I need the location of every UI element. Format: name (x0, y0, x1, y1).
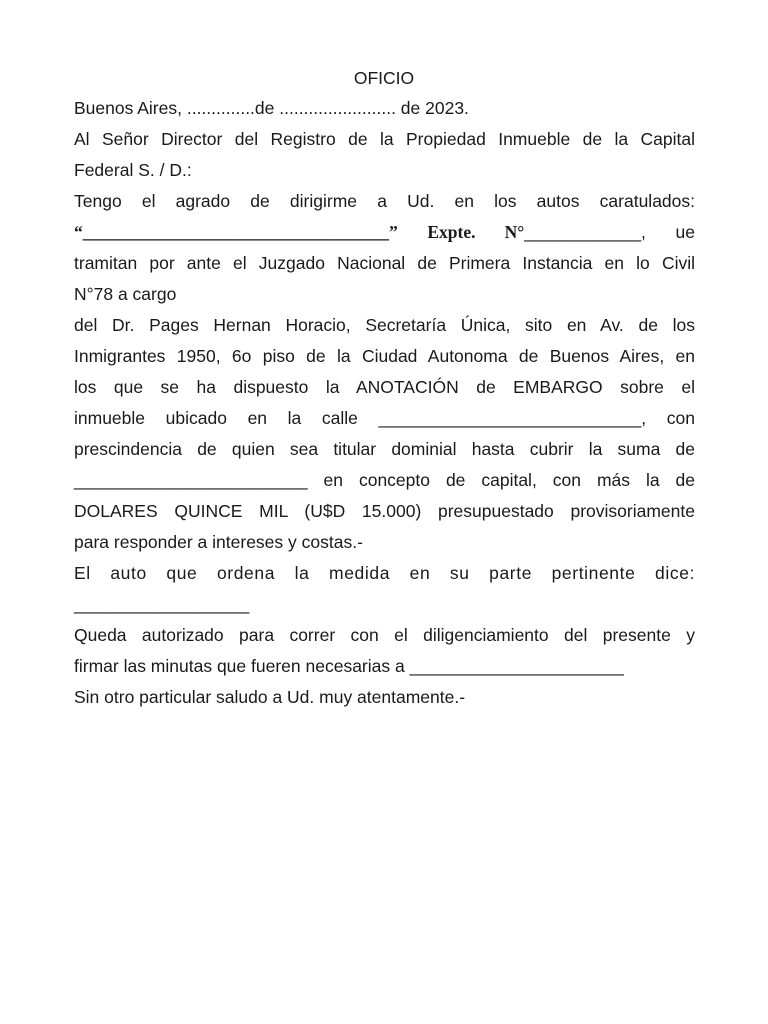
caratula-line (74, 217, 695, 248)
court-line-1: tramitan por ante el Juzgado Nacional de Primera Instancia en lo Civil (74, 253, 695, 273)
date-line: Buenos Aires, ..............de ........................ de 2023. (74, 98, 469, 118)
court-line-3: del Dr. Pages Hernan Horacio, Secretaría Única, sito en Av. de los (74, 315, 695, 335)
authorization-line-1: Queda autorizado para correr con el diligenciamiento del presente y (74, 625, 695, 645)
authorization-line-2: firmar las minutas que fueren necesarias a ______________________ (74, 656, 624, 676)
embargo-line: los que se ha dispuesto la ANOTACIÓN de EMBARGO sobre el (74, 377, 695, 397)
addressee-line-1: Al Señor Director del Registro de la Propiedad Inmueble de la Capital (74, 129, 695, 149)
closing-line: Sin otro particular saludo a Ud. muy atentamente.- (74, 687, 466, 707)
amount-line-4: para responder a intereses y costas.- (74, 532, 363, 552)
property-line: inmueble ubicado en la calle ___________________________, con (74, 408, 695, 428)
order-blank: __________________ (74, 594, 250, 614)
order-line: El auto que ordena la medida en su parte pertinente dice: (74, 563, 695, 583)
addressee-line-2: Federal S. / D.: (74, 160, 192, 180)
expte-label: Expte. N° (427, 222, 525, 242)
document-body (74, 93, 695, 713)
amount-line-2: ________________________ en concepto de capital, con más la de (74, 470, 695, 490)
intro-line: Tengo el agrado de dirigirme a Ud. en los autos caratulados: (74, 191, 695, 211)
amount-line-3: DOLARES QUINCE MIL (U$D 15.000) presupuestado provisoriamente (74, 501, 695, 521)
court-line-2: N°78 a cargo (74, 284, 177, 304)
expte-blank: ____________, ue (524, 222, 695, 242)
document-title: OFICIO (353, 68, 415, 88)
amount-line-1: prescindencia de quien sea titular dominial hasta cubrir la suma de (74, 439, 695, 459)
court-line-4: Inmigrantes 1950, 6o piso de la Ciudad Autonoma de Buenos Aires, en (74, 346, 695, 366)
caratula-blank: “___________________________________” (74, 222, 398, 242)
